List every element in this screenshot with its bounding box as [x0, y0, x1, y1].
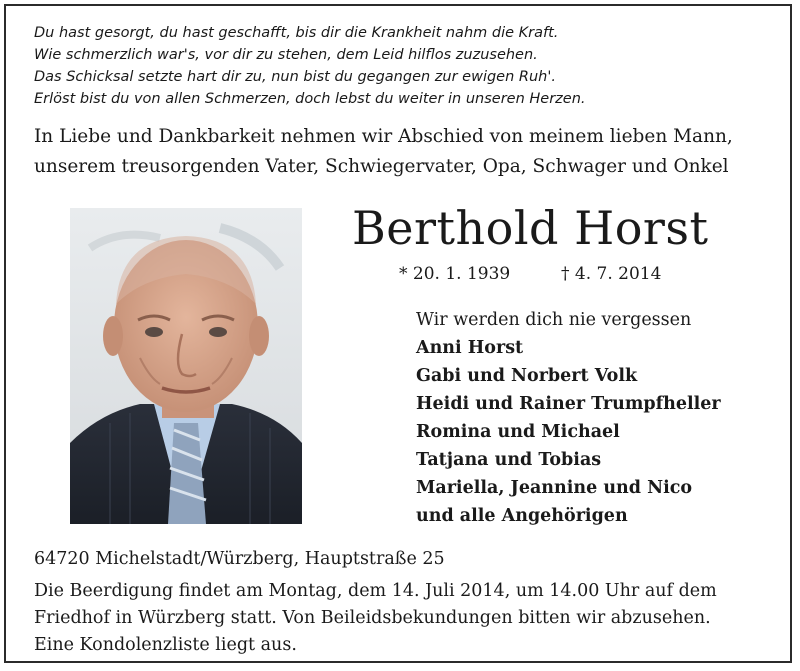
mourners-list [416, 306, 796, 530]
death-date: † 4. 7. 2014 [561, 264, 662, 284]
funeral-notice [34, 578, 794, 659]
poem-line: Wie schmerzlich war's, vor dir zu stehen, dem Leid hilflos zuzusehen. [34, 47, 538, 63]
funeral-line: Die Beerdigung findet am Montag, dem 14. Juli 2014, um 14.00 Uhr auf dem [34, 581, 717, 601]
funeral-line: Eine Kondolenzliste liegt aus. [34, 635, 297, 655]
mourner-name: und alle Angehörigen [416, 506, 628, 526]
mourner-name: Gabi und Norbert Volk [416, 366, 638, 386]
mourner-name: Romina und Michael [416, 422, 620, 442]
intro-text [34, 122, 794, 182]
poem-line: Erlöst bist du von allen Schmerzen, doch lebst du weiter in unseren Herzen. [34, 91, 586, 107]
deceased-name: Berthold Horst [352, 201, 709, 255]
intro-line: In Liebe und Dankbarkeit nehmen wir Abschied von meinem lieben Mann, [34, 126, 733, 147]
funeral-line: Friedhof in Würzberg statt. Von Beileidsbekundungen bitten wir abzusehen. [34, 608, 711, 628]
family-address: 64720 Michelstadt/Würzberg, Hauptstraße 25 [34, 549, 445, 569]
poem-line: Das Schicksal setzte hart dir zu, nun bist du gegangen zur ewigen Ruh'. [34, 69, 556, 85]
poem-line: Du hast gesorgt, du hast geschafft, bis dir die Krankheit nahm die Kraft. [34, 25, 559, 41]
mourner-name: Anni Horst [416, 338, 524, 358]
obituary-frame [4, 4, 792, 663]
mourner-name: Heidi und Rainer Trumpfheller [416, 394, 721, 414]
mourners-lead: Wir werden dich nie vergessen [416, 310, 692, 330]
portrait-photo [70, 208, 302, 524]
mourner-name: Mariella, Jeannine und Nico [416, 478, 693, 498]
birth-date: * 20. 1. 1939 [399, 264, 511, 284]
poem [34, 22, 774, 110]
intro-line: unserem treusorgenden Vater, Schwiegervater, Opa, Schwager und Onkel [34, 156, 729, 177]
mourner-name: Tatjana und Tobias [416, 450, 602, 470]
